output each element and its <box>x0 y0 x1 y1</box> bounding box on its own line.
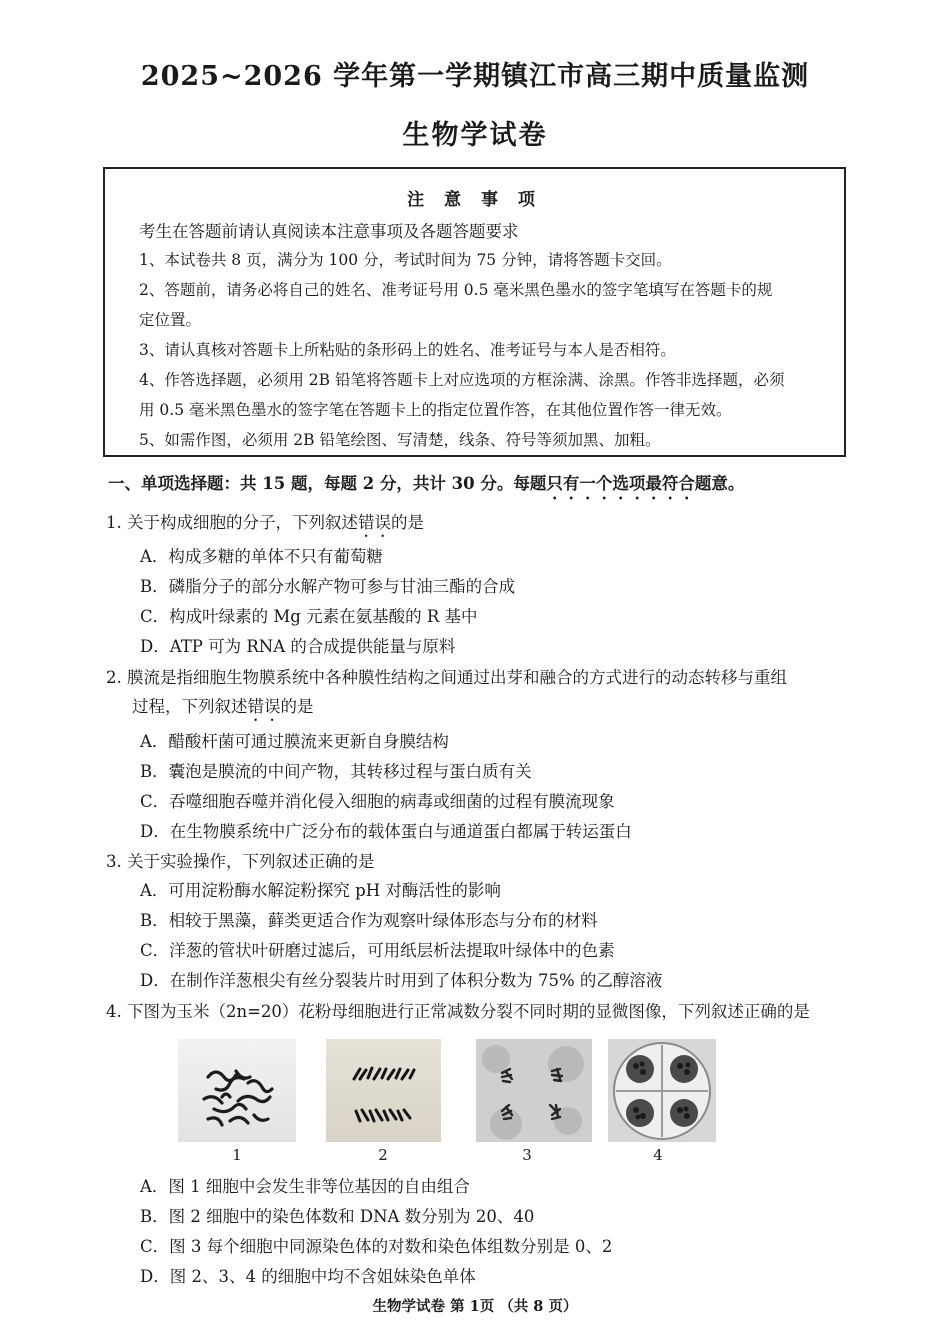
question-1-option-d: D．ATP 可为 RNA 的合成提供能量与原料 <box>140 637 456 656</box>
micrograph-4-image <box>608 1039 716 1142</box>
figure-label-3: 3 <box>522 1146 532 1164</box>
question-4-stem: 4. 下图为玉米（2n=20）花粉母细胞进行正常减数分裂不同时期的显微图像，下列叙述正确的是 <box>106 1002 810 1021</box>
question-4-option-b: B．图 2 细胞中的染色体数和 DNA 数分别为 20、40 <box>140 1207 535 1226</box>
figure-label-2: 2 <box>378 1146 388 1164</box>
notice-line-7: 5、如需作图，必须用 2B 铅笔绘图、写清楚，线条、符号等须加黑、加粗。 <box>139 431 661 449</box>
q1-stem-emph: 错误 <box>358 513 391 532</box>
section-heading <box>108 470 744 503</box>
figure-label-4: 4 <box>653 1146 663 1164</box>
question-1-option-c: C．构成叶绿素的 Mg 元素在氨基酸的 R 基中 <box>140 607 478 626</box>
question-3-option-d: D．在制作洋葱根尖有丝分裂装片时用到了体积分数为 75% 的乙醇溶液 <box>140 971 663 990</box>
question-1-stem <box>106 509 424 541</box>
question-2-option-b: B．囊泡是膜流的中间产物，其转移过程与蛋白质有关 <box>140 762 532 781</box>
question-4-option-c: C．图 3 每个细胞中同源染色体的对数和染色体组数分别是 0、2 <box>140 1237 613 1256</box>
notice-line-2: 2、答题前，请务必将自己的姓名、准考证号用 0.5 毫米黑色墨水的签字笔填写在答题卡的规 <box>139 281 773 299</box>
question-2-stem-line1: 2. 膜流是指细胞生物膜系统中各种膜性结构之间通过出芽和融合的方式进行的动态转移与重组 <box>106 668 787 687</box>
question-4-option-d: D．图 2、3、4 的细胞中均不含姐妹染色单体 <box>140 1267 476 1286</box>
question-3-option-a: A．可用淀粉酶水解淀粉探究 pH 对酶活性的影响 <box>140 881 501 900</box>
question-3-stem: 3. 关于实验操作，下列叙述正确的是 <box>106 852 375 871</box>
notice-intro: 考生在答题前请认真阅读本注意事项及各题答题要求 <box>139 222 519 241</box>
micrograph-3-image <box>476 1039 592 1142</box>
question-3-option-b: B．相较于黑藻，藓类更适合作为观察叶绿体形态与分布的材料 <box>140 911 598 930</box>
question-1-option-a: A．构成多糖的单体不只有葡萄糖 <box>140 547 383 566</box>
notice-line-6: 用 0.5 毫米黑色墨水的签字笔在答题卡上的指定位置作答，在其他位置作答一律无效。 <box>139 401 732 419</box>
micrograph-2-image <box>326 1039 441 1142</box>
figure-label-1: 1 <box>232 1146 242 1164</box>
q2-stem-emph: 错误 <box>247 697 281 716</box>
micrograph-2 <box>326 1039 441 1142</box>
question-2-option-d: D．在生物膜系统中广泛分布的载体蛋白与通道蛋白都属于转运蛋白 <box>140 822 632 841</box>
section-prefix: 一、单项选择题：共 15 题，每题 2 分，共计 30 分。每题 <box>108 474 547 493</box>
section-suffix: 题意。 <box>694 474 745 493</box>
notice-line-4: 3、请认真核对答题卡上所粘贴的条形码上的姓名、准考证号与本人是否相符。 <box>139 341 676 359</box>
q2-stem-pre: 过程，下列叙述 <box>132 697 248 716</box>
notice-heading: 注 意 事 项 <box>407 190 542 210</box>
q1-stem-post: 的是 <box>391 513 424 532</box>
notice-line-3: 定位置。 <box>139 311 202 329</box>
q2-stem-post: 的是 <box>280 697 314 716</box>
question-4-option-a: A．图 1 细胞中会发生非等位基因的自由组合 <box>140 1177 470 1196</box>
question-2-option-a: A．醋酸杆菌可通过膜流来更新自身膜结构 <box>140 732 449 751</box>
notice-line-5: 4、作答选择题，必须用 2B 铅笔将答题卡上对应选项的方框涂满、涂黑。作答非选择题，必须 <box>139 371 785 389</box>
micrograph-4 <box>608 1039 716 1142</box>
micrograph-1 <box>178 1039 296 1142</box>
notice-line-1: 1、本试卷共 8 页，满分为 100 分，考试时间为 75 分钟，请将答题卡交回。 <box>139 251 672 269</box>
question-3-option-c: C．洋葱的管状叶研磨过滤后，可用纸层析法提取叶绿体中的色素 <box>140 941 615 960</box>
question-1-option-b: B．磷脂分子的部分水解产物可参与甘油三酯的合成 <box>140 577 516 596</box>
question-2-stem-line2 <box>132 693 314 725</box>
question-2-option-c: C．吞噬细胞吞噬并消化侵入细胞的病毒或细菌的过程有膜流现象 <box>140 792 615 811</box>
micrograph-1-image <box>178 1039 296 1142</box>
micrograph-3 <box>476 1039 592 1142</box>
notice-box <box>103 167 846 457</box>
section-emphasis: 只有一个选项最符合 <box>546 474 695 493</box>
q1-stem-pre: 1. 关于构成细胞的分子，下列叙述 <box>106 513 358 532</box>
page-footer: 生物学试卷 第 1页 （共 8 页） <box>372 1298 578 1315</box>
subject-title: 生物学试卷 <box>402 120 548 151</box>
exam-title: 2025~2026 学年第一学期镇江市高三期中质量监测 <box>140 61 810 92</box>
